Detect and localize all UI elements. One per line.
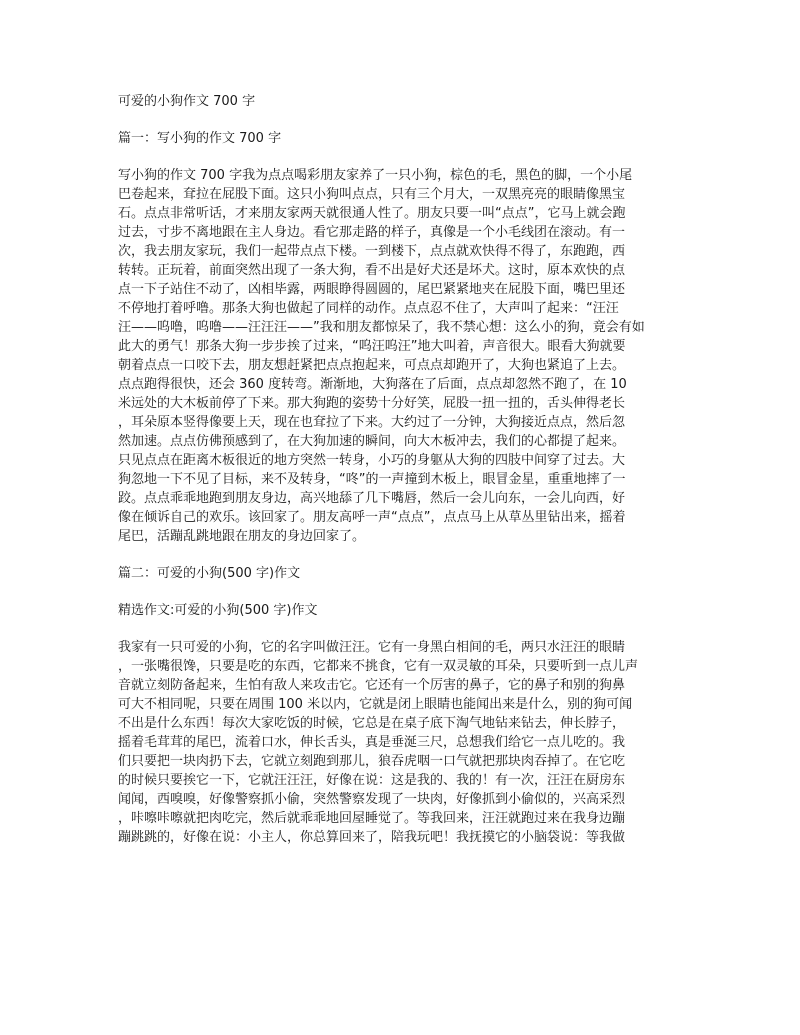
paragraph-line: 只见点点在距离木板很近的地方突然一转身，小巧的身躯从大狗的四肢中间穿了过去。大 [118, 453, 626, 468]
section-heading-1: 篇一：写小狗的作文 700 字 [118, 131, 282, 146]
paragraph-line: 点一下子站住不动了，凶相毕露，两眼睁得圆圆的，尾巴紧紧地夹在屁股下面，嘴巴里还 [118, 282, 626, 297]
document-title: 可爱的小狗作文 700 字 [118, 94, 256, 109]
paragraph-line: 蹦跳跳的，好像在说：小主人，你总算回来了，陪我玩吧！我抚摸它的小脑袋说：等我做 [118, 830, 626, 845]
paragraph-line: 我家有一只可爱的小狗，它的名字叫做汪汪。它有一身黑白相间的毛，两只水汪汪的眼睛 [118, 640, 626, 655]
paragraph-line: ，一张嘴很馋，只要是吃的东西，它都来不挑食，它有一双灵敏的耳朵，只要听到一点儿声 [118, 659, 639, 674]
paragraph-line: 汪——呜噜，呜噜——汪汪汪——”我和朋友都惊呆了，我不禁心想：这么小的狗，竟会有如 [118, 320, 645, 335]
paragraph-line: 次，我去朋友家玩，我们一起带点点下楼。一到楼下，点点就欢快得不得了，东跑跑，西 [118, 244, 626, 259]
paragraph-1 [118, 166, 690, 546]
paragraph-line: 不停地打着呼噜。那条大狗也做起了同样的动作。点点忍不住了，大声叫了起来：“汪汪 [118, 301, 619, 316]
paragraph-line: 转转。正玩着，前面突然出现了一条大狗，看不出是好犬还是坏犬。这时，原本欢快的点 [118, 263, 626, 278]
paragraph-line: ，耳朵原本竖得像要上天，现在也耷拉了下来。大约过了一分钟，大狗接近点点，然后忽 [118, 415, 626, 430]
paragraph-line: 像在倾诉自己的欢乐。该回家了。朋友高呼一声“点点”，点点马上从草丛里钻出来，摇着 [118, 510, 626, 525]
paragraph-line: 的时候只要挨它一下，它就汪汪汪，好像在说：这是我的、我的！有一次，汪汪在厨房东 [118, 773, 626, 788]
paragraph-line: 朝着点点一口咬下去，朋友想赶紧把点点抱起来，可点点却跑开了，大狗也紧追了上去。 [118, 358, 626, 373]
section-subheading-2: 精选作文:可爱的小狗(500 字)作文 [118, 603, 318, 618]
paragraph-line: 可大不相同呢，只要在周围 100 米以内，它就是闭上眼睛也能闻出来是什么，别的狗可闻 [118, 697, 633, 712]
paragraph-line: ，咔嚓咔嚓就把肉吃完，然后就乖乖地回屋睡觉了。等我回来，汪汪就跑过来在我身边蹦 [118, 811, 626, 826]
paragraph-line: 米远处的大木板前停了下来。那大狗跑的姿势十分好笑，屁股一扭一扭的，舌头伸得老长 [118, 396, 626, 411]
paragraph-line: 石。点点非常听话，才来朋友家两天就很通人性了。朋友只要一叫“点点”，它马上就会跑 [118, 206, 626, 221]
paragraph-line: 巴卷起来，耷拉在屁股下面。这只小狗叫点点，只有三个月大，一双黑亮亮的眼睛像黑宝 [118, 187, 626, 202]
paragraph-line: 尾巴，活蹦乱跳地跟在朋友的身边回家了。 [118, 529, 366, 544]
section-heading-2: 篇二：可爱的小狗(500 字)作文 [118, 566, 301, 581]
paragraph-line: 摇着毛茸茸的尾巴，流着口水，伸长舌头，真是垂涎三尺，总想我们给它一点儿吃的。我 [118, 735, 626, 750]
paragraph-line: 跤。点点乖乖地跑到朋友身边，高兴地舔了几下嘴唇，然后一会儿向东，一会儿向西，好 [118, 491, 626, 506]
paragraph-line: 音就立刻防备起来，生怕有敌人来攻击它。它还有一个厉害的鼻子，它的鼻子和别的狗鼻 [118, 678, 626, 693]
paragraph-line: 点点跑得很快，还会 360 度转弯。渐渐地，大狗落在了后面，点点却忽然不跑了，在 10 [118, 377, 627, 392]
paragraph-line: 此大的勇气！那条大狗一步步挨了过来，“呜汪呜汪”地大叫着，声音很大。眼看大狗就要 [118, 339, 626, 354]
paragraph-line: 然加速。点点仿佛预感到了，在大狗加速的瞬间，向大木板冲去，我们的心都提了起来。 [118, 434, 626, 449]
paragraph-line: 们只要把一块肉扔下去，它就立刻跑到那儿，狼吞虎咽一口气就把那块肉吞掉了。在它吃 [118, 754, 626, 769]
paragraph-2 [118, 638, 690, 847]
paragraph-line: 不出是什么东西！每次大家吃饭的时候，它总是在桌子底下淘气地钻来钻去，伸长脖子， [118, 716, 626, 731]
paragraph-line: 狗忽地一下不见了目标，来不及转身，“咚”的一声撞到木板上，眼冒金星，重重地摔了一 [118, 472, 626, 487]
paragraph-line: 闻闻，西嗅嗅，好像警察抓小偷，突然警察发现了一块肉，好像抓到小偷似的，兴高采烈 [118, 792, 626, 807]
paragraph-line: 写小狗的作文 700 字我为点点喝彩朋友家养了一只小狗，棕色的毛，黑色的脚，一个小尾 [118, 168, 633, 183]
paragraph-line: 过去，寸步不离地跟在主人身边。看它那走路的样子，真像是一个小毛线团在滚动。有一 [118, 225, 626, 240]
